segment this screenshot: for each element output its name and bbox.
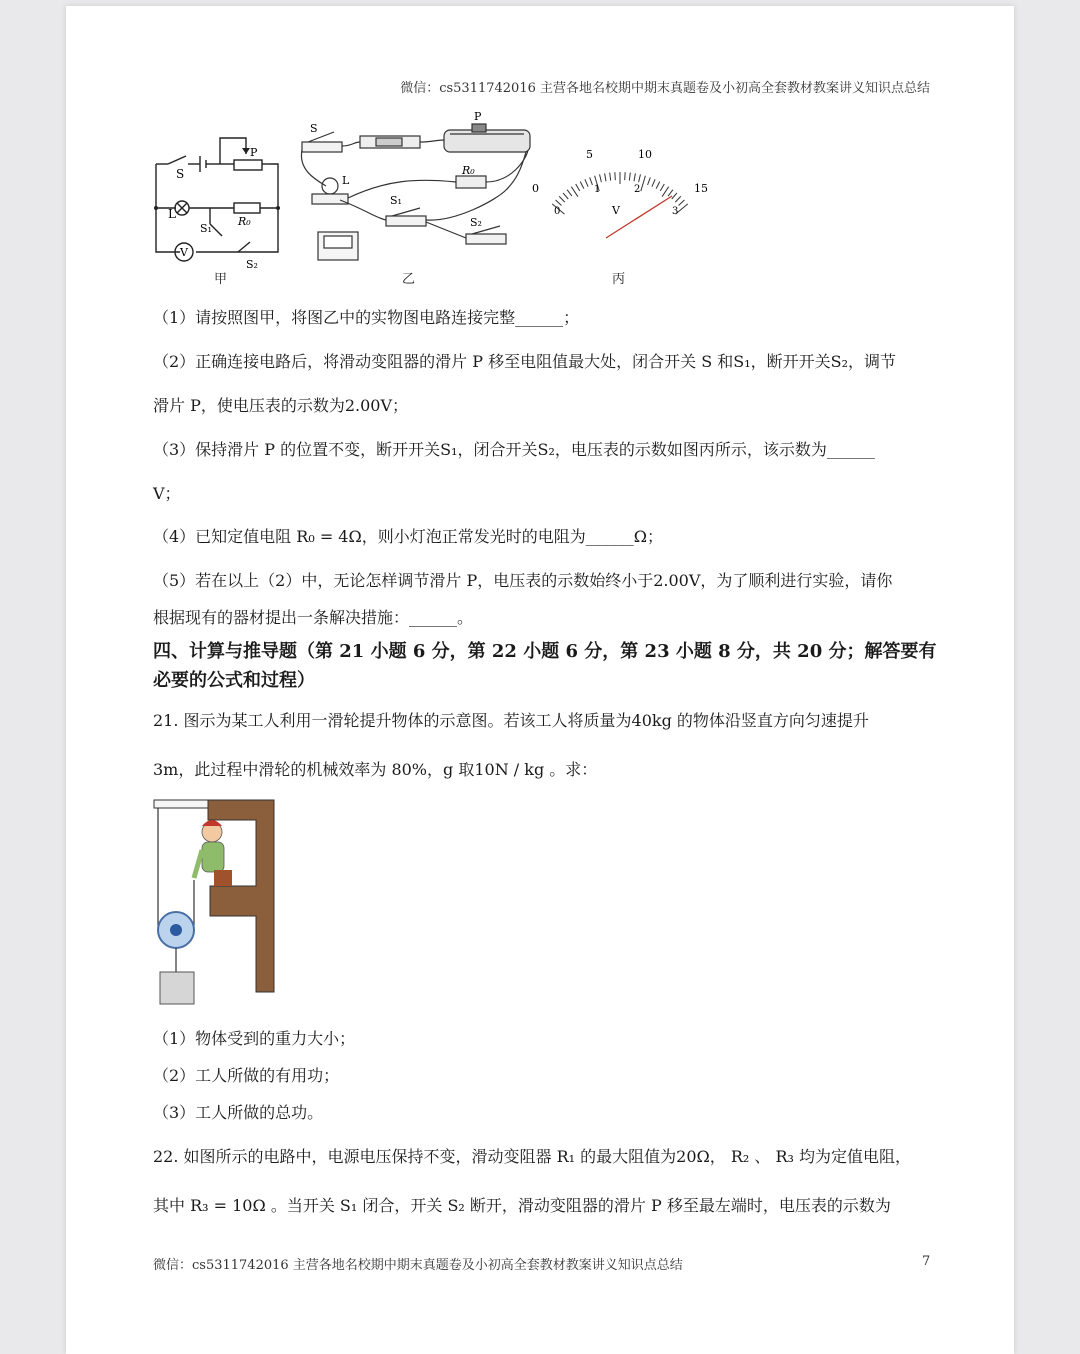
yi-switch-s2-label: S₂ — [470, 216, 482, 229]
page-header: 微信：cs5311742016 主营各地名校期中期末真题卷及小初高全套教材教案讲义知识点总结 — [400, 81, 930, 96]
switch-s1-label: S₁ — [200, 222, 212, 235]
dial-tick — [656, 182, 660, 189]
q20-part2-line1: （2）正确连接电路后，将滑动变阻器的滑片 P 移至电阻值最大处，闭合开关 S 和S₁，断开开关S₂，调节 — [153, 352, 897, 371]
q21-sub3: （3）工人所做的总功。 — [153, 1103, 324, 1122]
dial-tick — [672, 193, 677, 199]
dial-tick — [668, 190, 673, 196]
dial-tick — [559, 196, 565, 202]
dial-tick — [605, 173, 606, 181]
scale-outer-0: 0 — [532, 182, 539, 195]
slider-p-label: P — [250, 146, 258, 159]
q20-part1: （1）请按照图甲，将图乙中的实物图电路连接完整______； — [153, 308, 580, 327]
scale-outer-5: 5 — [586, 148, 593, 161]
scale-inner-0: 0 — [554, 206, 561, 217]
voltmeter-v-label: V — [180, 246, 188, 259]
dial-tick — [660, 184, 664, 191]
yi-switch-s-label: S — [310, 122, 318, 135]
scale-inner-1: 1 — [594, 184, 601, 195]
dial-tick — [675, 196, 681, 202]
scale-outer-10: 10 — [638, 148, 652, 161]
dial-tick — [567, 190, 572, 196]
q20-part4: （4）已知定值电阻 R₀ = 4Ω，则小灯泡正常发光时的电阻为______Ω； — [153, 527, 664, 546]
dial-tick — [679, 200, 685, 205]
dial-tick — [641, 176, 646, 191]
figure-caption-bing: 丙 — [612, 272, 626, 287]
dial-tick — [600, 174, 602, 182]
q21-sub2: （2）工人所做的有用功； — [153, 1066, 340, 1085]
q20-part2-line2: 滑片 P，使电压表的示数为2.00V； — [153, 396, 409, 415]
q21-stem-line2: 3m，此过程中滑轮的机械效率为 80%，g 取10N / kg 。求： — [153, 760, 598, 779]
q21-stem-line1: 21. 图示为某工人利用一滑轮提升物体的示意图。若该工人将质量为40kg 的物体沿竖直方向匀速提升 — [153, 711, 869, 730]
yi-r0-label: R₀ — [462, 164, 475, 177]
q20-part5-line1: （5）若在以上（2）中，无论怎样调节滑片 P，电压表的示数始终小于2.00V，为了顺利进行实验，请你 — [153, 571, 893, 590]
scale-outer-15: 15 — [694, 182, 708, 195]
figure-caption-yi: 乙 — [402, 272, 416, 287]
dial-tick — [585, 179, 588, 186]
dial-tick — [648, 177, 651, 185]
q20-part3-line2: V； — [153, 484, 181, 503]
dial-tick — [639, 174, 641, 182]
section-heading-line2: 必要的公式和过程） — [153, 670, 315, 691]
switch-s-label: S — [176, 167, 185, 181]
q20-part3-line1: （3）保持滑片 P 的位置不变，断开开关S₁，闭合开关S₂，电压表的示数如图丙所示，该示数为______ — [153, 440, 875, 459]
section-heading-line1: 四、计算与推导题（第 21 小题 6 分，第 22 小题 6 分，第 23 小题 8 分，共 20 分；解答要有 — [153, 641, 937, 662]
q21-sub1: （1）物体受到的重力大小； — [153, 1029, 356, 1048]
yi-switch-s1-label: S₁ — [390, 194, 402, 207]
page-footer: 微信：cs5311742016 主营各地名校期中期末真题卷及小初高全套教材教案讲义知识点总结 — [153, 1258, 683, 1273]
resistor-r0-label: R₀ — [238, 215, 251, 228]
q20-part5-line2: 根据现有的器材提出一条解决措施：______。 — [153, 608, 474, 627]
q22-stem-line1: 22. 如图所示的电路中，电源电压保持不变，滑动变阻器 R₁ 的最大阻值为20Ω， R₂ 、 R₃ 均为定值电阻， — [153, 1147, 912, 1166]
scale-inner-3: 3 — [672, 206, 679, 217]
dial-tick — [652, 179, 655, 186]
dial-tick — [629, 173, 630, 181]
figure-caption-jia: 甲 — [214, 272, 228, 287]
dial-tick — [556, 200, 562, 205]
lamp-l-label: L — [168, 207, 176, 221]
circuit-diagram-jia — [150, 132, 290, 282]
dial-tick — [571, 187, 578, 197]
q22-stem-line2: 其中 R₃ = 10Ω 。当开关 S₁ 闭合，开关 S₂ 断开，滑动变阻器的滑片 P 移至最左端时，电压表的示数为 — [153, 1196, 891, 1215]
voltmeter-dial-bing — [530, 140, 710, 250]
yi-lamp-l-label: L — [342, 174, 350, 187]
scale-inner-2: 2 — [634, 184, 641, 195]
dial-tick — [634, 173, 635, 181]
dial-tick — [610, 173, 611, 181]
dial-tick — [563, 193, 568, 199]
dial-tick — [580, 182, 584, 189]
dial-unit-v: V — [612, 204, 620, 217]
dial-tick — [662, 187, 669, 197]
page-number: 7 — [922, 1254, 931, 1269]
dial-tick — [576, 184, 580, 191]
switch-s2-label: S₂ — [246, 258, 258, 271]
pulley-worker-illustration — [152, 796, 282, 1010]
yi-slider-p-label: P — [474, 110, 482, 123]
dial-tick — [590, 177, 593, 185]
circuit-physical-yi — [296, 110, 536, 270]
